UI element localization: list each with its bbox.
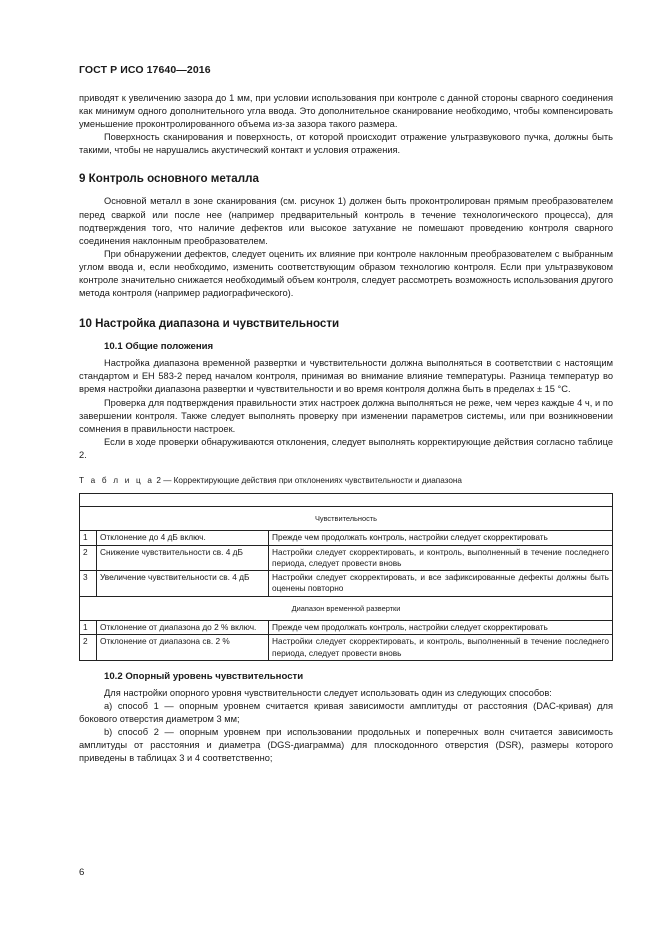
action-cell: Настройки следует скорректировать, и контроль, выполненный в течение последнего периода, следует провести вновь [269,545,613,571]
paragraph: Настройка диапазона временной развертки и чувствительности должна выполняться в соответствии с настоящим стандартом и ЕН 583-2 перед началом контроля, принимая во внимание влияние температуры. Разница температур во время настройки диапазона развертки и чувствительности и во время контроля должна быть в пределах ± 15 °С. [79,358,613,395]
page-content [79,92,613,766]
row-number: 3 [80,571,97,597]
paragraph: приводят к увеличению зазора до 1 мм, при условии использования при контроле с данной стороны сварного соединения как минимум одного дополнительного угла ввода. Это дополнительное сканирование необходимо, чтобы компенсировать уменьшение проконтролированного объема из-за зазора такого размера. [79,93,613,130]
row-number: 2 [80,635,97,661]
deviation-cell: Отклонение до 4 дБ включ. [97,531,269,545]
deviation-cell: Увеличение чувствительности св. 4 дБ [97,571,269,597]
paragraph: Проверка для подтверждения правильности этих настроек должна выполняться не реже, чем через каждые 4 ч, и по завершении контроля. Также следует выполнять проверку при изменении параметров системы, или при возникновении сомнения в правильности настроек. [79,397,613,434]
deviation-cell: Отклонение от диапазона св. 2 % [97,635,269,661]
paragraph: Если в ходе проверки обнаруживаются отклонения, следует выполнять корректирующие действия согласно таблице 2. [79,436,613,460]
page-number: 6 [79,867,85,878]
table-caption-text: 2 — Корректирующие действия при отклонениях чувствительности и диапазона [156,475,462,485]
paragraph: При обнаружении дефектов, следует оценить их влияние при контроле наклонным преобразователем с выбранным углом ввода и, если необходимо, изменить соответствующим образом технологию контроля. Если при ультразвуковом контроле значительно снижается необходимый объем контроля, следует рассмотреть возможность использования другого метода контроля (например радиографического). [79,248,613,299]
action-cell: Прежде чем продолжать контроль, настройки следует скорректировать [269,531,613,545]
action-cell: Прежде чем продолжать контроль, настройки следует скорректировать [269,621,613,635]
table-row [80,621,613,635]
table-row [80,571,613,597]
table-spacer-row [80,493,613,506]
document-header: ГОСТ Р ИСО 17640—2016 [79,64,211,76]
table-row [80,635,613,661]
deviation-cell: Отклонение от диапазона до 2 % включ. [97,621,269,635]
action-cell: Настройки следует скорректировать, и контроль, выполненный в течение последнего периода, следует провести вновь [269,635,613,661]
list-item: а) способ 1 — опорным уровнем считается кривая зависимости амплитуды от расстояния (DAC-кривая) для бокового отверстия диаметром 3 мм; [79,701,613,725]
corrective-actions-table [79,493,613,661]
paragraph: Основной металл в зоне сканирования (см. рисунок 1) должен быть проконтролирован прямым преобразователем перед сваркой или после нее (например предварительный контроль в течение технологического процесса), для подтверждения того, что наличие дефектов или высокое затухание не помешают проведению контроля сварного соединения наклонным преобразователем. [79,196,613,246]
table-caption-prefix: Т а б л и ц а [79,475,155,485]
section-header-range: Диапазон временной развертки [80,596,613,620]
table-row [80,545,613,571]
action-cell: Настройки следует скорректировать, и все зафиксированные дефекты должны быть оценены повторно [269,571,613,597]
list-item: b) способ 2 — опорным уровнем при использовании продольных и поперечных волн считается зависимость амплитуды от расстояния и диаметра (DGS-диаграмма) для плоскодонного отверстия (DSR), размеры которого приведены в таблицах 3 и 4 соответственно; [79,727,613,764]
row-number: 1 [80,621,97,635]
section-9-title: 9 Контроль основного металла [79,172,259,186]
paragraph: Поверхность сканирования и поверхность, от которой происходит отражение ультразвукового пучка, должны быть такими, чтобы не нарушались акустический контакт и условия отражения. [79,132,613,156]
subsection-10-2-title: 10.2 Опорный уровень чувствительности [104,670,304,682]
row-number: 2 [80,545,97,571]
deviation-cell: Снижение чувствительности св. 4 дБ [97,545,269,571]
row-number: 1 [80,531,97,545]
table-caption [79,475,613,486]
subsection-10-1-title: 10.1 Общие положения [104,341,214,353]
table-section-row [80,596,613,620]
table-row [80,531,613,545]
section-10-title: 10 Настройка диапазона и чувствительности [79,317,340,331]
section-header-sensitivity: Чувствительность [80,506,613,530]
table-section-row [80,506,613,530]
paragraph: Для настройки опорного уровня чувствительности следует использовать один из следующих способов: [104,687,552,698]
